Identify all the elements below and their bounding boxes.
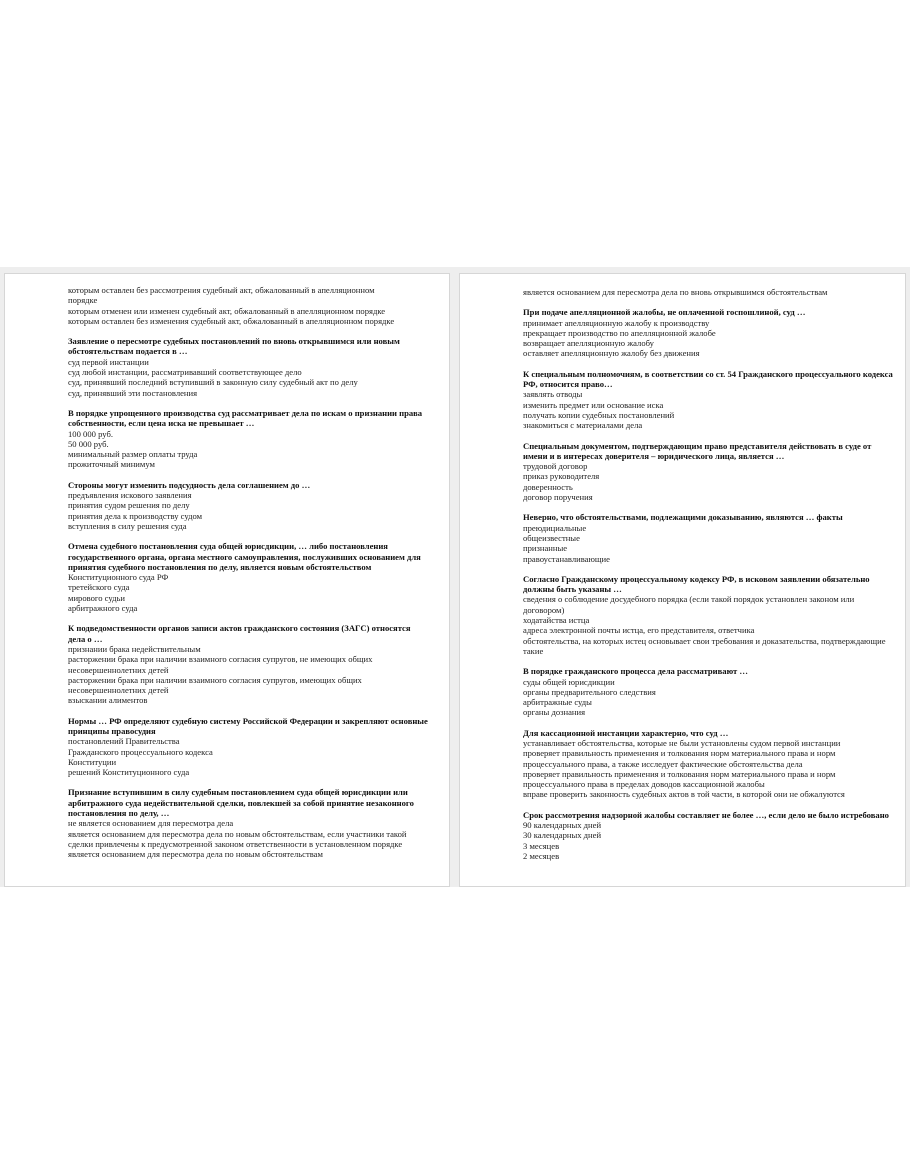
answer-option: 3 месяцев [523, 840, 560, 851]
question-text: Заявление о пересмотре судебных постановлений по вновь открывшимся или новым обстоятельствам подается в … [68, 336, 400, 357]
question-text: В порядке упрощенного производства суд рассматривает дела по искам о признании права собственности, если цена иска не превышает … [68, 407, 423, 429]
question-text: К специальным полномочиям, в соответствии со ст. 54 Гражданского процессуального кодекса РФ, относится право… [523, 368, 893, 390]
answer-option: приказ руководителя [523, 471, 600, 482]
question-block [523, 307, 893, 358]
question-text: Стороны могут изменить подсудность дела соглашением до … [68, 479, 311, 490]
answer-option: 2 месяцев [523, 850, 560, 861]
question-block [68, 623, 429, 705]
answer-option: оставляет апелляционную жалобу без движения [523, 348, 700, 359]
answer-option: суд, принявший последний вступивший в законную силу судебный акт по делу [68, 377, 358, 388]
answer-option: ходатайства истца [523, 615, 590, 626]
page-left [4, 273, 450, 887]
answer-option: возвращает апелляционную жалобу [523, 338, 654, 349]
answer-option: расторжении брака при наличии взаимного согласия супругов, не имеющих общих несовершеннолетних детей [68, 654, 373, 675]
answer-option: сведения о соблюдение досудебного порядка (если такой порядок установлен законом или договором) [523, 594, 855, 615]
answer-option: не является основанием для пересмотра дела [68, 818, 234, 829]
answer-option: проверяет правильность применения и толкования норм материального права и норм процессуального права в пределах доводов кассационной жалобы [523, 768, 836, 790]
answer-option: принимает апелляционную жалобу к производству [523, 317, 710, 328]
question-text: Неверно, что обстоятельствами, подлежащими доказыванию, являются … факты [523, 512, 843, 523]
answer-option: 50 000 руб. [68, 438, 109, 449]
answer-option: расторжении брака при наличии взаимного согласия супругов, имеющих общих несовершеннолетних детей [68, 674, 362, 696]
page-right-content [523, 287, 893, 861]
answer-option: проверяет правильность применения и толкования норм материального права и норм процессуального права, а также исследует фактические обстоятельства дела [523, 748, 836, 769]
question-text: Для кассационной инстанции характерно, что суд … [523, 727, 729, 738]
answer-option: вступления в силу решения суда [68, 520, 187, 531]
answer-option: является основанием для пересмотра дела по новым обстоятельствам [68, 849, 323, 860]
question-block [68, 787, 429, 859]
question-block [523, 512, 893, 563]
answer-option: 90 календарных дней [523, 820, 602, 831]
answer-option: принятия дела к производству судом [68, 510, 203, 521]
answer-option: правоустанавливающие [523, 553, 610, 564]
answer-option: решений Конституционного суда [68, 767, 190, 778]
page-left-content [68, 285, 429, 860]
question-block [68, 336, 429, 398]
intro-line: порядке [68, 295, 98, 306]
answer-option: устанавливает обстоятельства, которые не были установлены судом первой инстанции [523, 737, 841, 748]
question-text: Отмена судебного постановления суда общей юрисдикции, … либо постановления государственного органа, органа местного самоуправления, послуживших основанием для принятия судебного постановления по делу, является новым обстоятельством [68, 541, 421, 572]
answer-option: арбитражные суды [523, 697, 592, 708]
answer-option: признанные [523, 543, 568, 554]
answer-option: договор поручения [523, 492, 593, 503]
answer-option: суды общей юрисдикции [523, 676, 615, 687]
answer-option: трудовой договор [523, 461, 588, 472]
intro-block [523, 287, 893, 297]
answer-option: знакомиться с материалами дела [523, 420, 643, 431]
answer-option: Конституционного суда РФ [68, 572, 169, 583]
answer-option: обстоятельства, на которых истец основывает свои требования и доказательства, подтверждающие такие [523, 635, 886, 656]
answer-option: Конституции [68, 756, 117, 767]
answer-option: преюдициальные [523, 522, 587, 533]
answer-option: суд любой инстанции, рассматривавший соответствующее дело [68, 367, 302, 378]
answer-option: органы дознания [523, 707, 586, 718]
answer-option: принятия судом решения по делу [68, 500, 190, 511]
answer-option: изменить предмет или основание иска [523, 399, 664, 410]
question-text: К подведомственности органов записи актов гражданского состояния (ЗАГС) относятся дела о … [68, 623, 411, 644]
answer-option: Гражданского процессуального кодекса [68, 746, 213, 757]
answer-option: вправе проверить законность судебных актов в той части, в которой они не обжалуются [523, 789, 845, 800]
intro-line: которым оставлен без изменения судебный акт, обжалованный в апелляционном порядке [68, 315, 395, 326]
intro-line: которым отменен или изменен судебный акт, обжалованный в апелляционном порядке [68, 305, 386, 316]
question-block [523, 728, 893, 800]
answer-option: заявлять отводы [523, 389, 583, 400]
answer-option: минимальный размер оплаты труда [68, 449, 198, 460]
question-text: При подаче апелляционной жалобы, не оплаченной госпошлиной, суд … [523, 307, 806, 318]
answer-option: прожиточный минимум [68, 459, 155, 470]
question-block [68, 541, 429, 613]
answer-option: постановлений Правительства [68, 736, 180, 747]
answer-option: взыскании алиментов [68, 695, 148, 706]
answer-option: прекращает производство по апелляционной жалобе [523, 327, 716, 338]
question-text: Нормы … РФ определяют судебную систему Российской Федерации и закрепляют основные принципы правосудия [68, 715, 428, 736]
answer-option: мирового судьи [68, 592, 126, 603]
question-block [68, 480, 429, 531]
question-text: Признание вступившим в силу судебным постановлением суда общей юрисдикции или арбитражного суда недействительной сделки, повлекшей за собой принятие незаконного постановления по делу, … [68, 787, 414, 819]
question-block [523, 441, 893, 503]
question-text: Согласно Гражданскому процессуальному кодексу РФ, в исковом заявлении обязательно должны быть указаны … [523, 573, 870, 595]
intro-line: которым оставлен без рассмотрения судебный акт, обжалованный в апелляционном [68, 285, 375, 295]
page-right [459, 273, 906, 887]
answer-option: доверенность [523, 481, 573, 492]
answer-option: адреса электронной почты истца, его представителя, ответчика [523, 625, 755, 636]
document-viewer[interactable] [0, 267, 910, 887]
answer-option: признании брака недействительным [68, 643, 201, 654]
question-text: В порядке гражданского процесса дела рассматривают … [523, 666, 748, 677]
question-block [68, 716, 429, 778]
answer-option: суд, принявший эти постановления [68, 387, 198, 398]
answer-option: арбитражного суда [68, 603, 138, 614]
question-block [523, 810, 893, 861]
intro-block [68, 285, 429, 326]
answer-option: третейского суда [68, 582, 130, 593]
question-text: Специальным документом, подтверждающим право представителя действовать в суде от имени и в интересах доверителя – юридического лица, является … [523, 440, 872, 461]
question-block [523, 369, 893, 431]
question-block [523, 666, 893, 717]
answer-option: предъявления искового заявления [68, 490, 192, 501]
answer-option: 30 календарных дней [523, 830, 602, 841]
answer-option: получать копии судебных постановлений [523, 409, 675, 420]
question-block [523, 574, 893, 656]
question-block [68, 408, 429, 470]
answer-option: общеизвестные [523, 532, 580, 543]
answer-option: суд первой инстанции [68, 356, 149, 367]
answer-option: 100 000 руб. [68, 428, 113, 439]
answer-option: органы предварительного следствия [523, 686, 656, 697]
question-text: Срок рассмотрения надзорной жалобы составляет не более …, если дело не было истребовано [523, 809, 889, 820]
intro-line: является основанием для пересмотра дела по вновь открывшимся обстоятельствам [523, 287, 828, 297]
answer-option: является основанием для пересмотра дела по новым обстоятельствам, если участники такой сделки привлечены к предусмотренной законом ответственности в установленном порядке [68, 828, 407, 849]
